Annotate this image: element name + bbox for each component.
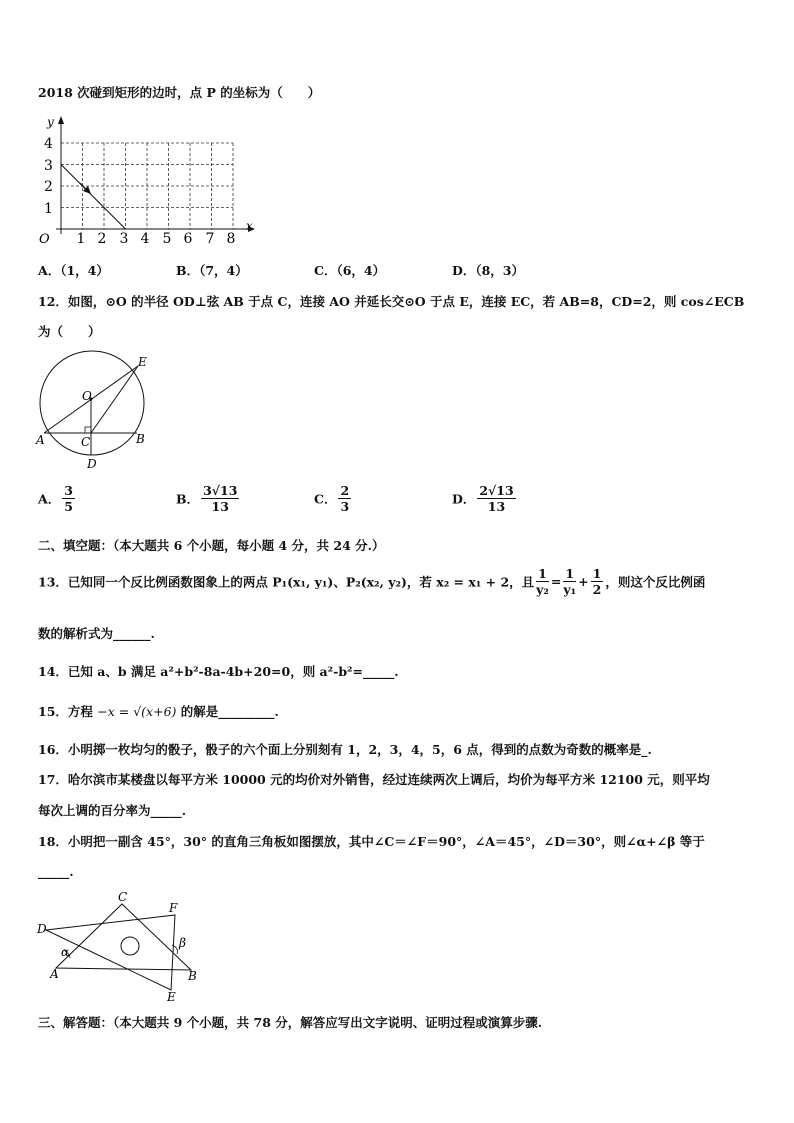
- label-c: C: [118, 890, 128, 904]
- fraction: $\frac{3√13}{13}$: [203, 483, 238, 514]
- q12-option-c: C． $\frac{2}{3}$: [314, 483, 350, 514]
- q18-triangle-figure: [34, 890, 214, 1005]
- y-tick: 2: [44, 179, 53, 195]
- x-tick: 5: [162, 231, 172, 247]
- q15-equation: −x = √(x+6): [97, 704, 177, 719]
- q11-option-a: A．（1，4）: [38, 263, 109, 278]
- q13-line1: 13．已知同一个反比例函数图象上的两点 P₁(x₁, y₁)、P₂(x₂, y₂)，若 x₂ = x₁ + 2，且 $\frac{1}{\text{y₂}}$ = $\frac{1}{\text{y₁}}$ + $\frac{1}{2}$ ，则这个反比例函: [38, 566, 706, 597]
- q12-option-d: D． $\frac{2√13}{13}$: [452, 483, 514, 514]
- fraction-1-over-2: $\frac{1}{2}$: [592, 566, 602, 597]
- q17-line2: 每次上调的百分率为_____.: [38, 803, 187, 818]
- q11-stem: 2018 次碰到矩形的边时，点 P 的坐标为（ ）: [38, 85, 321, 100]
- q11-option-d: D．（8，3）: [452, 263, 524, 278]
- label-c: C: [81, 435, 91, 449]
- x-tick: 2: [97, 231, 107, 247]
- q16: 16．小明掷一枚均匀的骰子，骰子的六个面上分别刻有 1，2，3，4，5，6 点，得到的点数为奇数的概率是_.: [38, 742, 652, 757]
- x-tick: 6: [183, 231, 193, 247]
- circle-o: [40, 351, 144, 455]
- fraction-1-over-y2: $\frac{1}{\text{y₂}}$: [536, 566, 549, 597]
- label-b: B: [136, 432, 145, 446]
- x-tick: 8: [226, 231, 236, 247]
- label-beta: β: [179, 936, 186, 950]
- label-f: F: [169, 901, 178, 915]
- y-tick: 1: [44, 201, 53, 217]
- fraction: $\frac{2√13}{13}$: [479, 483, 514, 514]
- x-tick-labels: [77, 231, 236, 247]
- y-tick: 4: [44, 136, 53, 152]
- q11-option-c: C．（6，4）: [314, 263, 386, 278]
- grid-lines: [61, 143, 233, 229]
- label-o: O: [82, 389, 92, 403]
- label-e: E: [167, 990, 176, 1004]
- x-tick: 7: [205, 231, 215, 247]
- section3-heading: 三、解答题：（本大题共 9 个小题，共 78 分，解答应写出文字说明、证明过程或演算步骤.: [38, 1015, 543, 1030]
- x-tick: 4: [140, 231, 150, 247]
- label-a: A: [36, 433, 45, 447]
- q18-line2: _____.: [38, 864, 74, 879]
- label-d: D: [37, 922, 47, 936]
- fraction: $\frac{2}{3}$: [340, 483, 350, 514]
- label-d: D: [87, 457, 97, 471]
- label-alpha: α: [61, 945, 70, 959]
- y-axis-label: y: [47, 115, 54, 129]
- q11-grid-graph: [36, 112, 256, 247]
- fraction: $\frac{3}{5}$: [64, 483, 73, 514]
- hole-circle: [121, 937, 139, 955]
- y-tick-labels: [44, 136, 53, 217]
- x-tick: 3: [119, 231, 129, 247]
- q12-option-b: B． $\frac{3√13}{13}$: [176, 483, 238, 514]
- q15: 15．方程 −x = √(x+6) 的解是_________.: [38, 704, 279, 719]
- label-e: E: [138, 355, 147, 369]
- q12-stem-line2: 为（ ）: [38, 324, 101, 339]
- q12-stem-line1: 12．如图，⊙O 的半径 OD⊥弦 AB 于点 C，连接 AO 并延长交⊙O 于点 E，连接 EC，若 AB=8，CD=2，则 cos∠ECB: [38, 294, 745, 309]
- x-tick: 1: [76, 231, 86, 247]
- label-a: A: [50, 967, 59, 981]
- q14: 14．已知 a、b 满足 a²+b²-8a-4b+20=0，则 a²-b²=_____.: [38, 664, 399, 679]
- y-axis-arrow: [58, 116, 64, 124]
- path-segment: [61, 165, 126, 230]
- y-tick: 3: [44, 158, 53, 174]
- right-angle-mark: [85, 427, 91, 433]
- q17-line1: 17．哈尔滨市某楼盘以每平方米 10000 元的均价对外销售，经过连续两次上调后，均价为每平方米 12100 元，则平均: [38, 772, 710, 787]
- q12-circle-figure: [34, 348, 159, 473]
- q11-option-b: B．（7，4）: [176, 263, 248, 278]
- origin-label: O: [39, 232, 50, 247]
- q13-line2: 数的解析式为______.: [38, 626, 155, 641]
- x-axis-label: x: [246, 219, 253, 233]
- fraction-1-over-y1: $\frac{1}{\text{y₁}}$: [563, 566, 577, 597]
- q18-line1: 18．小明把一副含 45°，30° 的直角三角板如图摆放，其中∠C＝∠F＝90°，∠A＝45°，∠D＝30°，则∠α+∠β 等于: [38, 834, 705, 849]
- section2-heading: 二、填空题：（本大题共 6 个小题，每小题 4 分，共 24 分.）: [38, 538, 385, 553]
- q12-option-a: A． $\frac{3}{5}$: [38, 483, 73, 514]
- label-b: B: [188, 969, 197, 983]
- segment-ec: [91, 366, 138, 433]
